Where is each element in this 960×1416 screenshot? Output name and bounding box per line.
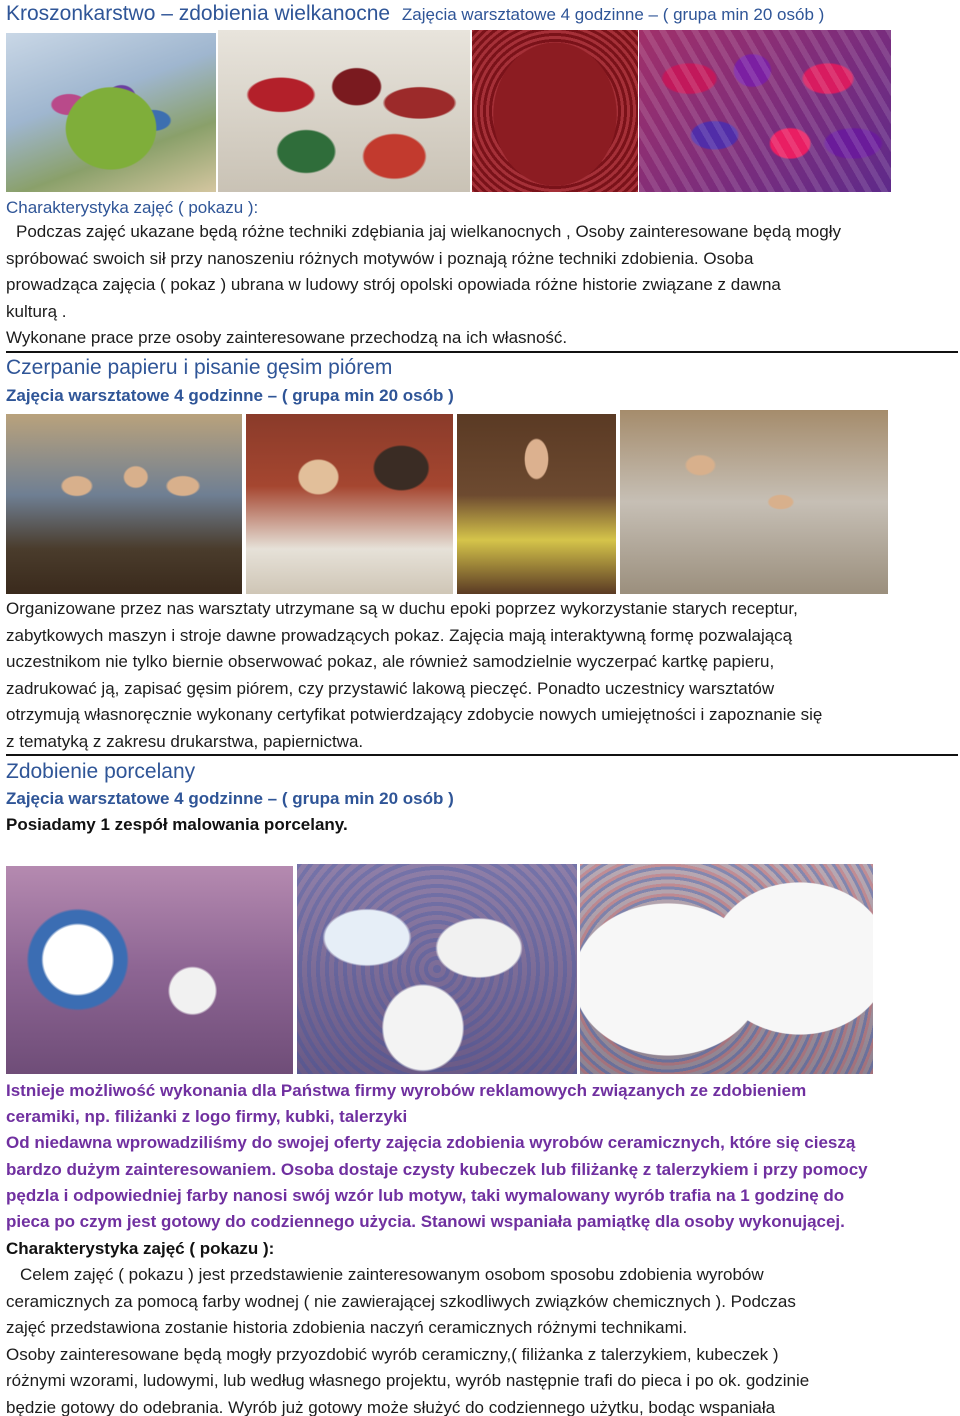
section3-purple-line: bardzo dużym zainteresowaniem. Osoba dostaje czysty kubeczek lub filiżankę z talerzykiem i przy pomocy bbox=[6, 1159, 868, 1179]
section1-paragraph bbox=[6, 219, 958, 352]
section2-paragraph bbox=[6, 596, 958, 755]
section2-line: uczestnikom nie tylko biernie obserwować pokaz, ale również samodzielnie wyczerpać kartkę papieru, bbox=[6, 652, 775, 671]
photo-porcelain-set bbox=[6, 866, 293, 1074]
photo-porcelain-trays bbox=[580, 864, 873, 1074]
photo-single-egg bbox=[472, 30, 638, 192]
photo-quill-writing bbox=[246, 414, 453, 594]
section1-line: spróbować swoich sił przy nanoszeniu różnych motywów i poznają różne techniki zdobienia. Osoba bbox=[6, 248, 754, 268]
section2-line: zadrukować ją, zapisać gęsim piórem, czy przystawić lakową pieczęć. Ponadto uczestnicy warsztatów bbox=[6, 678, 775, 698]
photo-red-eggs bbox=[218, 30, 470, 192]
photo-decorated-eggs bbox=[639, 30, 891, 192]
section3-note: Posiadamy 1 zespół malowania porcelany. bbox=[6, 815, 348, 834]
section3-line: Osoby zainteresowane będą mogły przyozdobić wyrób ceramiczny,( filiżanka z talerzykiem, kubeczek ) bbox=[6, 1344, 779, 1364]
section1-title-text: Kroszonkarstwo – zdobienia wielkanocne bbox=[6, 2, 391, 25]
section3-line: zajęć przedstawiona zostanie historia zdobienia naczyń ceramicznych różnymi technikami. bbox=[6, 1318, 688, 1337]
section2-title: Czerpanie papieru i pisanie gęsim piórem bbox=[6, 356, 393, 379]
section3-purple-line: Od niedawna wprowadziliśmy do swojej oferty zajęcia zdobienia wyrobów ceramicznych, które się cieszą bbox=[6, 1133, 856, 1153]
divider bbox=[6, 754, 958, 756]
section1-heading: Charakterystyka zajęć ( pokazu ): bbox=[6, 198, 259, 217]
divider bbox=[6, 351, 958, 353]
section3-purple-line: pędzla i odpowiedniej farby nanosi swój wzór lub motyw, taki wymalowany wyrób trafia na 1 godzinę do bbox=[6, 1185, 845, 1205]
photo-paper-frame bbox=[457, 414, 616, 594]
section1-title bbox=[6, 2, 824, 26]
section2-subtitle: Zajęcia warsztatowe 4 godzinne – ( grupa min 20 osób ) bbox=[6, 386, 454, 405]
section3-purple-text bbox=[6, 1078, 958, 1235]
photo-porcelain-plates bbox=[297, 864, 577, 1074]
section3-line: ceramicznych za pomocą farby wodnej ( nie zawierającej szkodliwych związków chemicznych ). Podczas bbox=[6, 1291, 796, 1311]
section1-line: kulturą . bbox=[6, 301, 67, 321]
photo-classroom-table bbox=[620, 410, 888, 594]
section1-line: Podczas zajęć ukazane będą różne techniki zdębiania jaj wielkanocnych , Osoby zainteresowane będą mogły bbox=[16, 222, 841, 241]
section1-subtitle: Zajęcia warsztatowe 4 godzinne – ( grupa min 20 osób ) bbox=[401, 5, 825, 24]
section2-line: zabytkowych maszyn i stroje dawne prowadzących pokaz. Zajęcia mają interaktywną formę pozwalającą bbox=[6, 625, 793, 645]
section3-line: będzie gotowy do odebrania. Wyrób już gotowy może służyć do codziennego użytku, bodąc wspaniała bbox=[6, 1397, 776, 1416]
section3-line: różnymi wzorami, ludowymi, lub według własnego projektu, wyrób następnie trafi do pieca i po ok. godzinie bbox=[6, 1371, 810, 1390]
section3-purple-line: ceramiki, np. filiżanki z logo firmy, kubki, talerzyki bbox=[6, 1107, 408, 1127]
section3-purple-line: Istnieje możliwość wykonania dla Państwa firmy wyrobów reklamowych związanych ze zdobieniem bbox=[6, 1081, 807, 1100]
section1-line: Wykonane prace prze osoby zainteresowane przechodzą na ich własność. bbox=[6, 328, 568, 347]
section3-heading: Charakterystyka zajęć ( pokazu ): bbox=[6, 1239, 275, 1258]
section1-line: prowadząca zajęcia ( pokaz ) ubrana w ludowy strój opolski opowiada różne historie związane z dawna bbox=[6, 275, 781, 294]
section2-line: z tematyką z zakresu drukarstwa, papiernictwa. bbox=[6, 731, 364, 751]
section2-line: Organizowane przez nas warsztaty utrzymane są w duchu epoki poprzez wykorzystanie starych receptur, bbox=[6, 599, 798, 618]
section3-line: Celem zajęć ( pokazu ) jest przedstawienie zainteresowanym osobom sposobu zdobienia wyrobów bbox=[20, 1265, 764, 1284]
section3-title: Zdobienie porcelany bbox=[6, 760, 196, 783]
photo-children-workshop bbox=[6, 414, 242, 594]
section3-subtitle: Zajęcia warsztatowe 4 godzinne – ( grupa min 20 osób ) bbox=[6, 789, 454, 808]
photo-easter-basket bbox=[6, 33, 216, 192]
section3-paragraph bbox=[6, 1262, 958, 1416]
section2-line: otrzymują własnoręcznie wykonany certyfikat potwierdzający zdobycie nowych umiejętności i zapoznanie się bbox=[6, 705, 823, 724]
section3-purple-line: pieca po czym jest gotowy do codziennego użycia. Stanowi wspaniała pamiątkę dla osoby wykonującej. bbox=[6, 1212, 845, 1232]
